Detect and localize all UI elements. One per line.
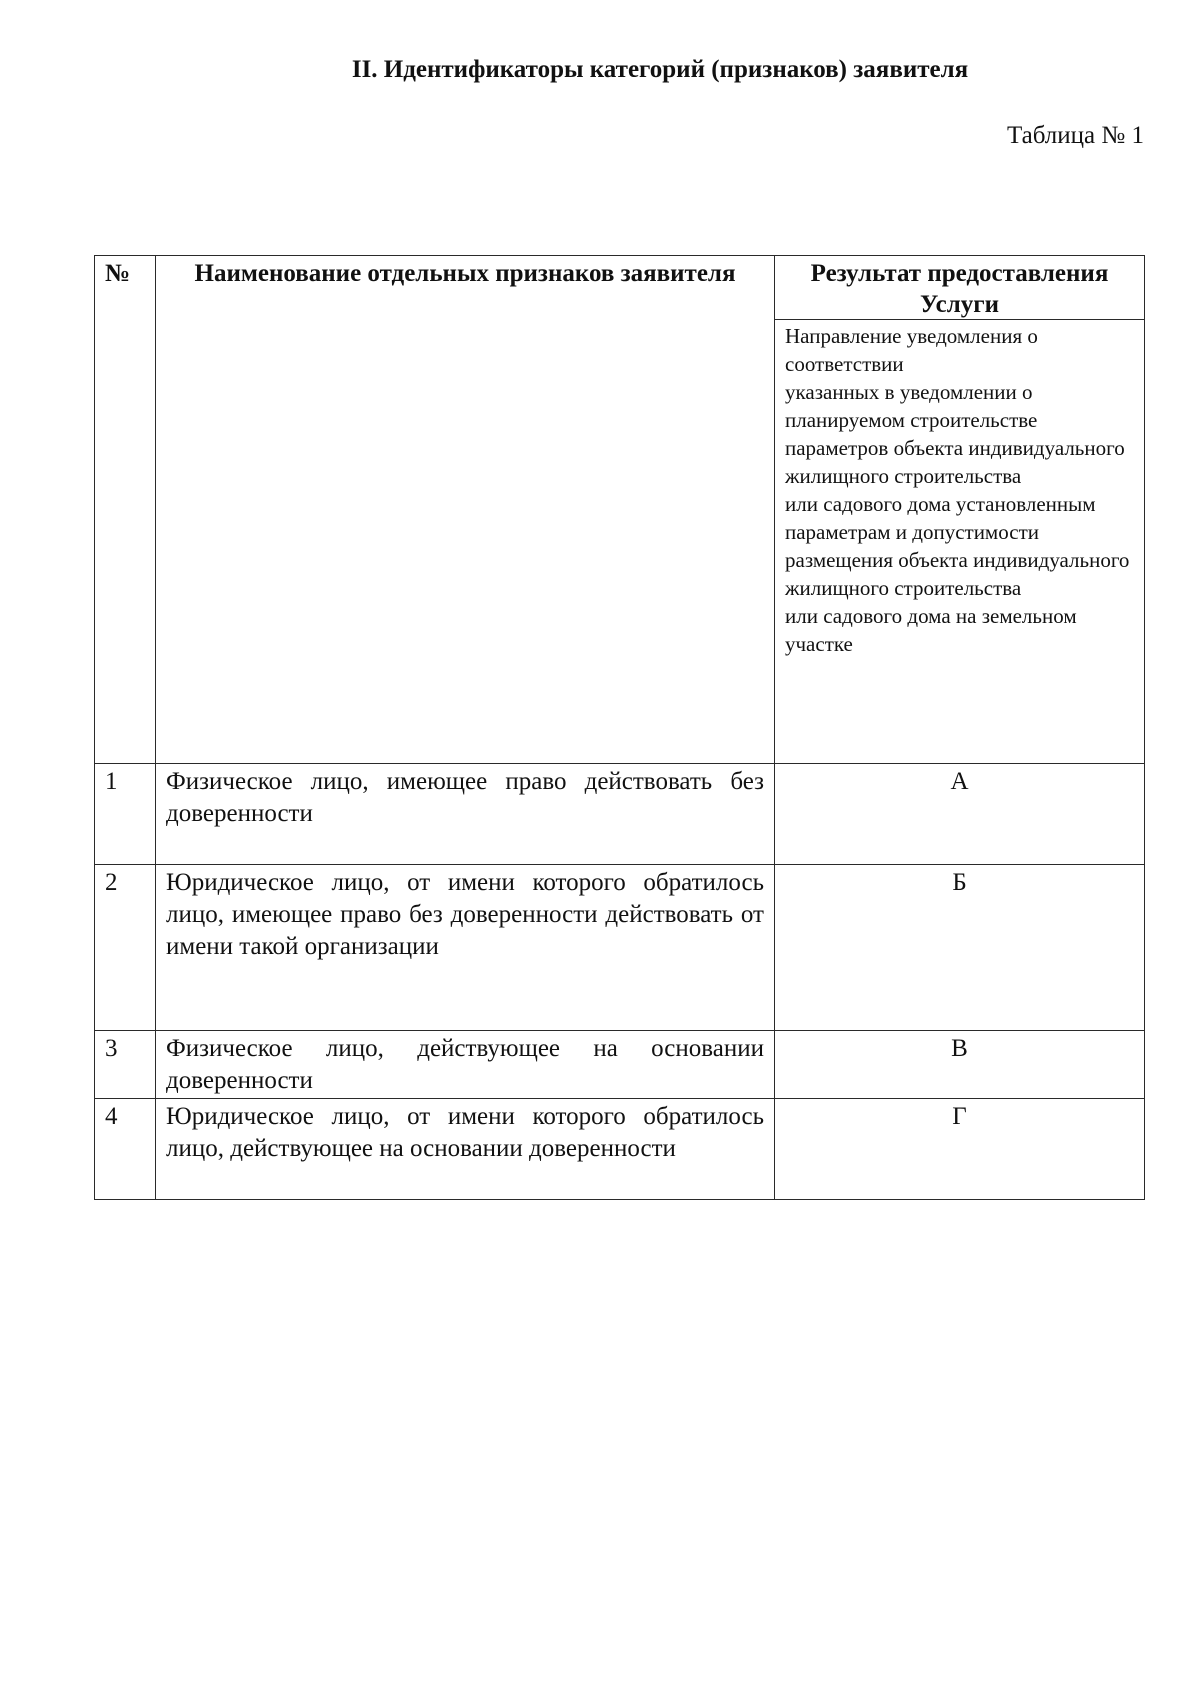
row-num: 4	[95, 1099, 156, 1200]
header-name: Наименование отдельных признаков заявителя	[156, 256, 775, 764]
header-num: №	[95, 256, 156, 764]
table-header-row	[95, 256, 1145, 764]
row-code: Г	[775, 1099, 1145, 1200]
row-code: А	[775, 764, 1145, 865]
header-result-description: Направление уведомления о соответствии указанных в уведомлении о планируемом строительстве параметров объекта индивидуального жилищного строительства или садового дома установленным параметрам и допустимости размещения объекта индивидуального жилищного строительства или садового дома на земельном участке	[785, 324, 1130, 656]
row-num: 3	[95, 1031, 156, 1099]
table-row	[95, 1099, 1145, 1200]
header-result-title: Результат предоставления Услуги	[775, 256, 1144, 320]
row-code: В	[775, 1031, 1145, 1099]
table-row	[95, 1031, 1145, 1099]
table-number-label: Таблица № 1	[1006, 122, 1144, 149]
row-name: Физическое лицо, имеющее право действовать без доверенности	[156, 764, 775, 865]
table-row	[95, 764, 1145, 865]
row-code: Б	[775, 865, 1145, 1031]
row-name: Юридическое лицо, от имени которого обратилось лицо, имеющее право без доверенности действовать от имени такой организации	[156, 865, 775, 1031]
table-row	[95, 865, 1145, 1031]
header-result-cell	[775, 256, 1145, 764]
row-num: 2	[95, 865, 156, 1031]
row-name: Физическое лицо, действующее на основании доверенности	[156, 1031, 775, 1099]
row-num: 1	[95, 764, 156, 865]
section-heading: II. Идентификаторы категорий (признаков) заявителя	[351, 56, 969, 83]
row-name: Юридическое лицо, от имени которого обратилось лицо, действующее на основании доверенности	[156, 1099, 775, 1200]
applicant-categories-table	[94, 255, 1145, 1200]
